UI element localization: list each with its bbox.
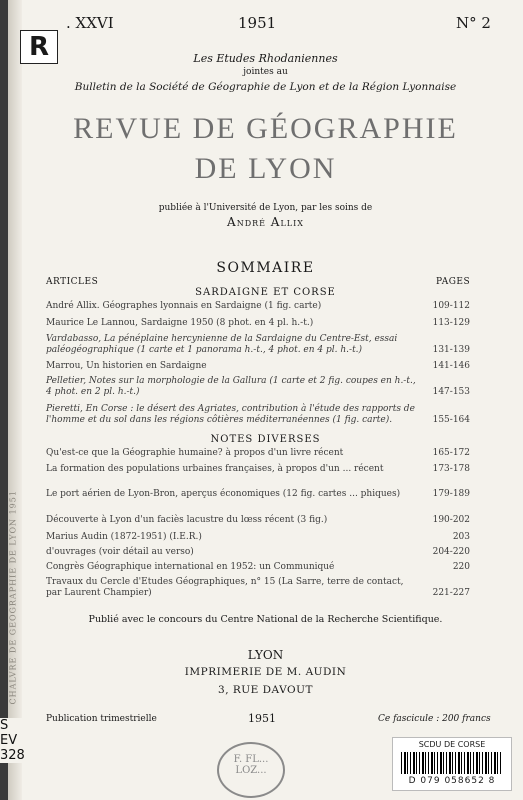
footer-year: 1951 [248, 712, 276, 725]
printer-city: LYON [247, 648, 284, 662]
toc-entry: André Allix. Géographes lyonnais en Sardaigne (1 fig. carte) 109-112 [46, 301, 470, 311]
library-stamp [217, 742, 285, 798]
issue-number: N° 2 [456, 14, 491, 32]
label-code: D 079 058652 8 [408, 776, 496, 786]
stamp-text: F. FL... LOZ... [233, 754, 269, 776]
printer-name: IMPRIMERIE DE M. AUDIN [184, 666, 347, 678]
publisher-line: publiée à l'Université de Lyon, par les soins de [158, 203, 373, 213]
left-edge-line: 328 [0, 748, 25, 763]
toc-entry: Travaux du Cercle d'Etudes Géographiques, n° 15 (La Sarre, terre de contact, par Laurent Champier) 221-227 [46, 577, 470, 598]
volume-number: . XXVI [66, 14, 114, 32]
document-page [8, 0, 523, 800]
toc-entry: Marrou, Un historien en Sardaigne 141-146 [46, 361, 470, 371]
library-barcode-label [392, 737, 512, 791]
editor-name: André Allix [227, 215, 304, 229]
toc-entry: La formation des populations urbaines françaises, à propos d'un ... récent 173-178 [46, 464, 470, 474]
toc-entry: Vardabasso, La pénéplaine hercynienne de la Sardaigne du Centre-Est, essai paléogéographique (1 carte et 1 panorama h.-t., 4 phot. en 4 pl. h.-t.) 131-139 [46, 334, 470, 355]
toc-entry: Découverte à Lyon d'un faciès lacustre du lœss récent (3 fig.) 190-202 [46, 515, 470, 525]
toc-entry: Pieretti, En Corse : le désert des Agriates, contribution à l'étude des rapports de l'homme et du sol dans les régions côtières méditerranéennes (1 fig. carte). 155-164 [46, 404, 470, 425]
barcode-icon [401, 752, 503, 774]
toc-entry: Congrès Géographique international en 1952: un Communiqué 220 [46, 562, 470, 572]
left-edge-label [0, 718, 25, 763]
toc-entry: Pelletier, Notes sur la morphologie de la Gallura (1 carte et 2 fig. coupes en h.-t., 4 phot. en 2 pl. h.-t.) 147-153 [46, 376, 470, 397]
section-sardaigne-corse: SARDAIGNE ET CORSE [195, 287, 336, 298]
toc-entry: Le port aérien de Lyon-Bron, aperçus économiques (12 fig. cartes ... phiques) 179-189 [46, 489, 470, 499]
printer-address: 3, RUE DAVOUT [218, 684, 313, 696]
intro-line-2: jointes au [243, 67, 288, 77]
articles-column-heading: ARTICLES [46, 277, 99, 287]
section-notes-diverses: NOTES DIVERSES [210, 434, 321, 445]
toc-entry: Marius Audin (1872-1951) (I.E.R.) 203 [46, 532, 470, 542]
toc-entry: Qu'est-ce que la Géographie humaine? à propos d'un livre récent 165-172 [46, 448, 470, 458]
intro-line-1: Les Etudes Rhodaniennes [193, 52, 338, 65]
toc-entry: Maurice Le Lannou, Sardaigne 1950 (8 phot. en 4 pl. h.-t.) 113-129 [46, 318, 470, 328]
left-edge-line: EV [0, 733, 18, 748]
toc-entry: d'ouvrages (voir détail au verso) 204-220 [46, 547, 470, 557]
catalog-mark-r: R [20, 30, 58, 64]
pages-column-heading: PAGES [436, 277, 471, 287]
header-year: 1951 [238, 14, 277, 32]
left-edge-line: S [0, 718, 9, 733]
publication-frequency: Publication trimestrielle [46, 714, 157, 724]
journal-title-line-1: REVUE DE GÉOGRAPHIE [73, 112, 458, 145]
intro-line-3: Bulletin de la Société de Géographie de Lyon et de la Région Lyonnaise [74, 81, 457, 93]
spine-text: CHALVRE DE GEOGRAPHIE DE LYON 1951 [8, 490, 18, 705]
issue-price: Ce fascicule : 200 francs [378, 714, 491, 724]
support-line: Publié avec le concours du Centre National de la Recherche Scientifique. [88, 614, 443, 625]
journal-title-line-2: DE LYON [194, 152, 337, 185]
label-title: SCDU DE CORSE [418, 740, 486, 749]
sommaire-heading: SOMMAIRE [216, 260, 315, 276]
